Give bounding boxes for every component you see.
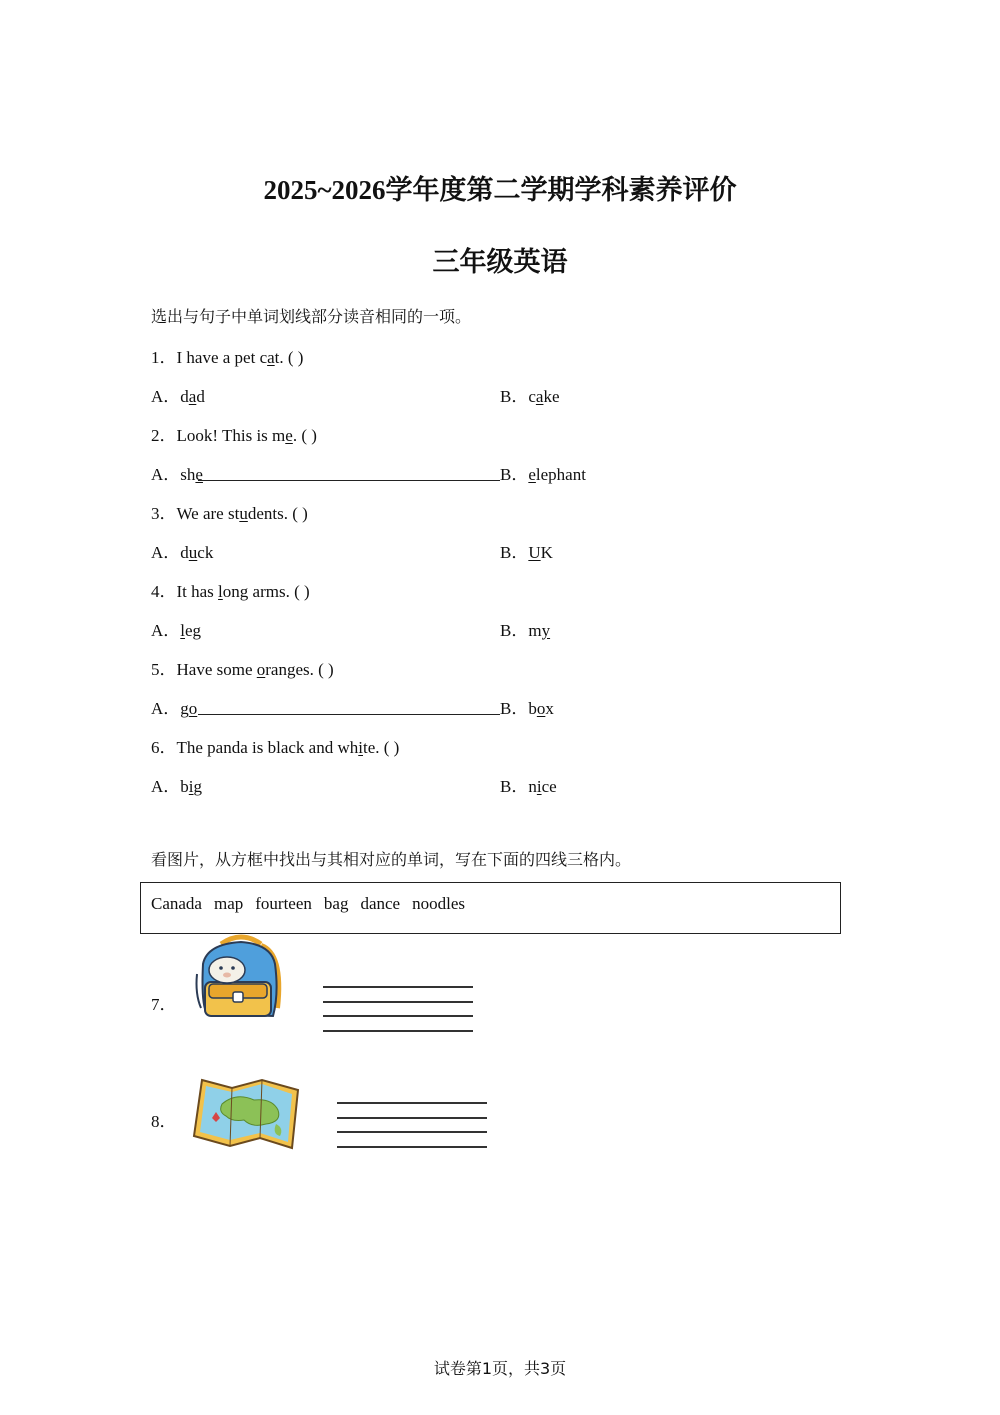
option-word-text-end: x	[545, 699, 554, 718]
option-b-q6[interactable]	[500, 772, 557, 797]
option-word-text: d	[180, 543, 189, 562]
word-bank-item: dance	[360, 894, 401, 913]
option-word-text: b	[528, 699, 537, 718]
option-a-q4[interactable]	[151, 616, 201, 641]
question-4	[151, 577, 310, 602]
question-sentence-text-end: t. ( )	[274, 348, 304, 367]
word-bank-item: fourteen	[255, 894, 312, 913]
question-1	[151, 343, 303, 368]
question-3	[151, 499, 308, 524]
question-sentence-text-end: ong arms. ( )	[222, 582, 310, 601]
question-sentence-text: It has	[176, 582, 219, 601]
writing-lines-8[interactable]	[337, 1102, 487, 1148]
option-word-underlined: u	[188, 543, 198, 562]
question-sentence-text: The panda is black and wh	[176, 738, 359, 757]
word-bank	[151, 894, 477, 914]
option-word-text: c	[528, 387, 536, 406]
question-2	[151, 421, 317, 446]
question-sentence-underlined: e	[285, 426, 293, 445]
option-word-underlined: o	[188, 699, 198, 718]
answer-rule	[198, 714, 500, 715]
option-word-text-end: g	[193, 777, 203, 796]
option-word-text: m	[528, 621, 542, 640]
question-sentence-text-end: te. ( )	[362, 738, 400, 757]
option-label: B．	[500, 699, 529, 718]
page-title: 2025~2026学年度第二学期学科素养评价	[263, 175, 737, 205]
option-word-text: b	[180, 777, 189, 796]
section2-instruction: 看图片，从方框中找出与其相对应的单词，写在下面的四线三格内。	[151, 850, 632, 869]
item-number-7: 7．	[151, 995, 177, 1014]
question-sentence-text: Have some	[176, 660, 257, 679]
question-sentence-text: I have a pet c	[176, 348, 268, 367]
question-sentence-text: We are st	[176, 504, 240, 523]
word-bank-item: bag	[323, 894, 349, 913]
option-word-underlined: e	[195, 465, 203, 484]
option-word-underlined: e	[528, 465, 536, 484]
option-label: B．	[500, 777, 529, 796]
question-sentence-text-end: dents. ( )	[247, 504, 308, 523]
option-b-q4[interactable]	[500, 616, 550, 641]
question-sentence-underlined: a	[267, 348, 275, 367]
question-number: 1．	[151, 348, 177, 367]
page-footer: 试卷第1页，共3页	[433, 1359, 567, 1378]
question-sentence-underlined: u	[239, 504, 248, 523]
option-a-q3[interactable]	[151, 538, 213, 563]
option-b-q2[interactable]	[500, 460, 586, 485]
word-bank-item: Canada	[151, 894, 202, 913]
option-label: A．	[151, 699, 181, 718]
option-word-text-end: ke	[543, 387, 560, 406]
option-a-q1[interactable]	[151, 382, 205, 407]
option-label: A．	[151, 621, 181, 640]
question-number: 2．	[151, 426, 177, 445]
option-word-text-end: eg	[185, 621, 202, 640]
option-word-underlined: y	[541, 621, 551, 640]
page-subtitle: 三年级英语	[432, 247, 568, 277]
option-word-text-end: ck	[197, 543, 214, 562]
option-word-underlined: i	[536, 777, 542, 796]
backpack-icon	[193, 934, 289, 1024]
question-6	[151, 733, 399, 758]
option-word-underlined: a	[188, 387, 197, 406]
option-word-underlined: U	[528, 543, 541, 562]
option-label: B．	[500, 465, 529, 484]
question-sentence-text: Look! This is m	[176, 426, 286, 445]
option-word-text: g	[180, 699, 189, 718]
question-number: 3．	[151, 504, 177, 523]
option-word-text: n	[528, 777, 537, 796]
option-word-text-end: lephant	[535, 465, 586, 484]
question-sentence-text-end: . ( )	[292, 426, 317, 445]
option-b-q1[interactable]	[500, 382, 559, 407]
section1-instruction: 选出与句子中单词划线部分读音相同的一项。	[151, 307, 472, 326]
option-label: A．	[151, 387, 181, 406]
question-sentence-underlined: l	[218, 582, 223, 601]
option-a-q2[interactable]	[151, 460, 203, 485]
word-box	[140, 882, 841, 934]
option-b-q3[interactable]	[500, 538, 553, 563]
option-word-text: d	[180, 387, 189, 406]
question-sentence-text-end: ranges. ( )	[265, 660, 334, 679]
option-word-underlined: l	[180, 621, 186, 640]
option-label: A．	[151, 777, 181, 796]
option-word-text: sh	[180, 465, 196, 484]
question-5	[151, 655, 334, 680]
option-a-q5[interactable]	[151, 694, 197, 719]
writing-lines-7[interactable]	[323, 986, 473, 1032]
option-word-text-end: ce	[541, 777, 557, 796]
option-label: B．	[500, 621, 529, 640]
word-bank-item: noodles	[412, 894, 465, 913]
question-number: 6．	[151, 738, 177, 757]
question-sentence-underlined: o	[256, 660, 266, 679]
option-word-text-end: d	[196, 387, 205, 406]
option-b-q5[interactable]	[500, 694, 554, 719]
map-icon	[192, 1078, 302, 1150]
option-word-underlined: a	[535, 387, 544, 406]
question-number: 5．	[151, 660, 177, 679]
option-label: A．	[151, 543, 181, 562]
option-label: B．	[500, 543, 529, 562]
item-number-8: 8．	[151, 1112, 177, 1131]
option-word-text-end: K	[540, 543, 553, 562]
option-word-underlined: o	[536, 699, 546, 718]
question-sentence-underlined: i	[358, 738, 363, 757]
option-a-q6[interactable]	[151, 772, 202, 797]
question-number: 4．	[151, 582, 177, 601]
option-label: B．	[500, 387, 529, 406]
option-word-underlined: i	[188, 777, 194, 796]
word-bank-item: map	[213, 894, 244, 913]
option-label: A．	[151, 465, 181, 484]
answer-rule	[198, 480, 500, 481]
